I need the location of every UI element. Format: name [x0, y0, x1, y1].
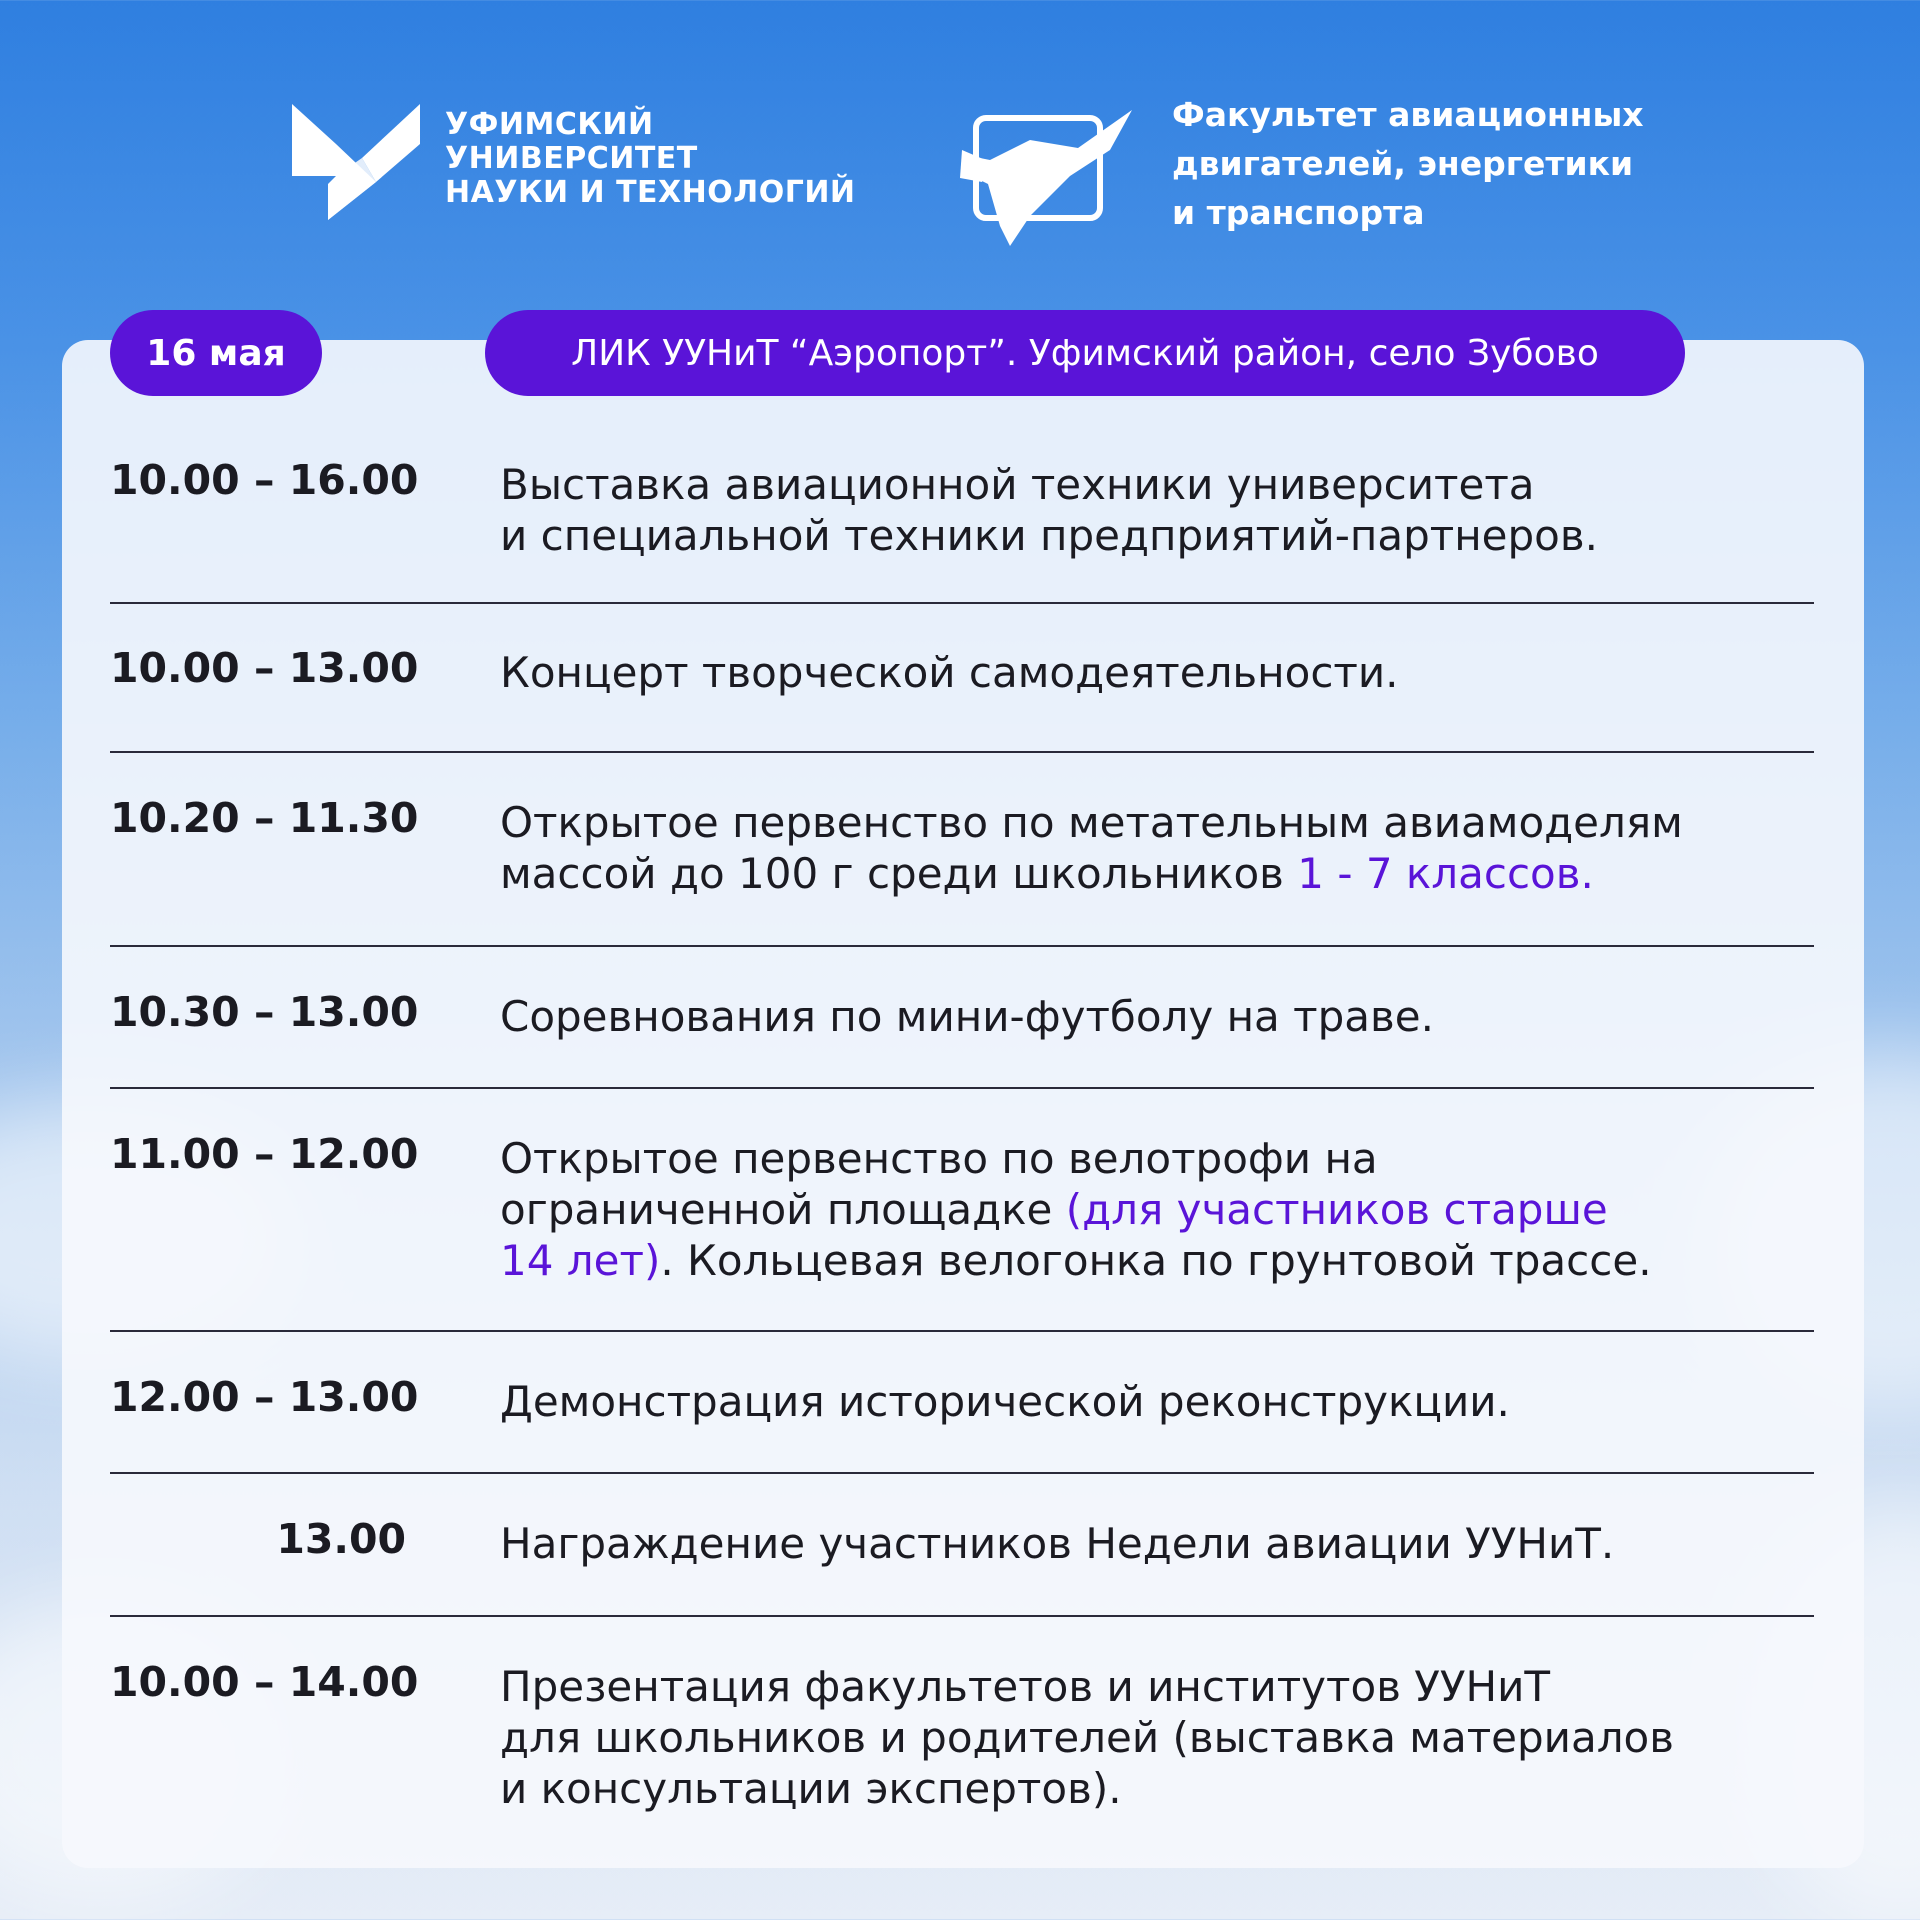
event-description-line: Выставка авиационной техники университета: [500, 460, 1535, 509]
event-description-line: и специальной техники предприятий-партнеров.: [500, 511, 1598, 560]
event-description-line: [500, 1184, 1800, 1235]
faculty-name: [1172, 90, 1644, 237]
highlight-text: (для участников старше: [1065, 1185, 1608, 1234]
event-time: 10.00 – 16.00: [110, 456, 419, 504]
date-badge: 16 мая: [110, 310, 322, 396]
event-description: [500, 797, 1800, 899]
event-time: 12.00 – 13.00: [110, 1373, 419, 1421]
event-time: 10.30 – 13.00: [110, 988, 419, 1036]
event-description-line: и консультации экспертов).: [500, 1764, 1122, 1813]
university-logo-icon: [292, 104, 420, 220]
schedule-row: [110, 1617, 1814, 1847]
event-description: Соревнования по мини-футболу на траве.: [500, 992, 1434, 1041]
event-time: 10.20 – 11.30: [110, 794, 419, 842]
schedule-row: [110, 455, 1814, 604]
event-description-line: Открытое первенство по метательным авиамоделям: [500, 798, 1683, 847]
faculty-name-line: двигателей, энергетики: [1172, 144, 1634, 183]
university-name-line: УФИМСКИЙ: [445, 107, 654, 142]
highlight-text: 14 лет): [500, 1236, 661, 1285]
event-description-line: Презентация факультетов и институтов УУНиТ: [500, 1662, 1551, 1711]
event-description: Концерт творческой самодеятельности.: [500, 648, 1399, 697]
faculty-name-line: и транспорта: [1172, 193, 1425, 232]
event-description: [500, 459, 1800, 561]
schedule-row: [110, 1089, 1814, 1332]
jet-plane-icon: [960, 100, 1132, 246]
university-name-line: УНИВЕРСИТЕТ: [445, 141, 698, 176]
event-time: 10.00 – 14.00: [110, 1658, 419, 1706]
university-name-line: НАУКИ И ТЕХНОЛОГИЙ: [445, 175, 856, 210]
event-description-text: ограниченной площадке: [500, 1185, 1066, 1234]
schedule-row: [110, 1474, 1814, 1617]
event-description-line: для школьников и родителей (выставка материалов: [500, 1713, 1675, 1762]
event-description: Награждение участников Недели авиации УУНиТ.: [500, 1519, 1615, 1568]
header: [0, 90, 1920, 250]
event-time: 13.00: [276, 1515, 406, 1563]
university-name: [445, 108, 856, 210]
schedule-row: [110, 1332, 1814, 1474]
event-description-line: [500, 1235, 1800, 1286]
event-time: 10.00 – 13.00: [110, 644, 419, 692]
event-description-line: Открытое первенство по велотрофи на: [500, 1134, 1378, 1183]
schedule-row: [110, 947, 1814, 1089]
event-description-line: [500, 848, 1800, 899]
faculty-name-line: Факультет авиационных: [1172, 95, 1644, 134]
event-description: [500, 1133, 1800, 1286]
event-time: 11.00 – 12.00: [110, 1130, 419, 1178]
schedule-row: [110, 753, 1814, 947]
schedule-list: [110, 455, 1814, 1847]
event-description: Демонстрация исторической реконструкции.: [500, 1377, 1510, 1426]
event-description-text: . Кольцевая велогонка по грунтовой трассе.: [660, 1236, 1652, 1285]
location-badge: ЛИК УУНиТ “Аэропорт”. Уфимский район, село Зубово: [485, 310, 1685, 396]
schedule-row: [110, 604, 1814, 753]
event-description-text: массой до 100 г среди школьников: [500, 849, 1298, 898]
event-description: [500, 1661, 1800, 1814]
highlight-text: 1 - 7 классов.: [1297, 849, 1594, 898]
